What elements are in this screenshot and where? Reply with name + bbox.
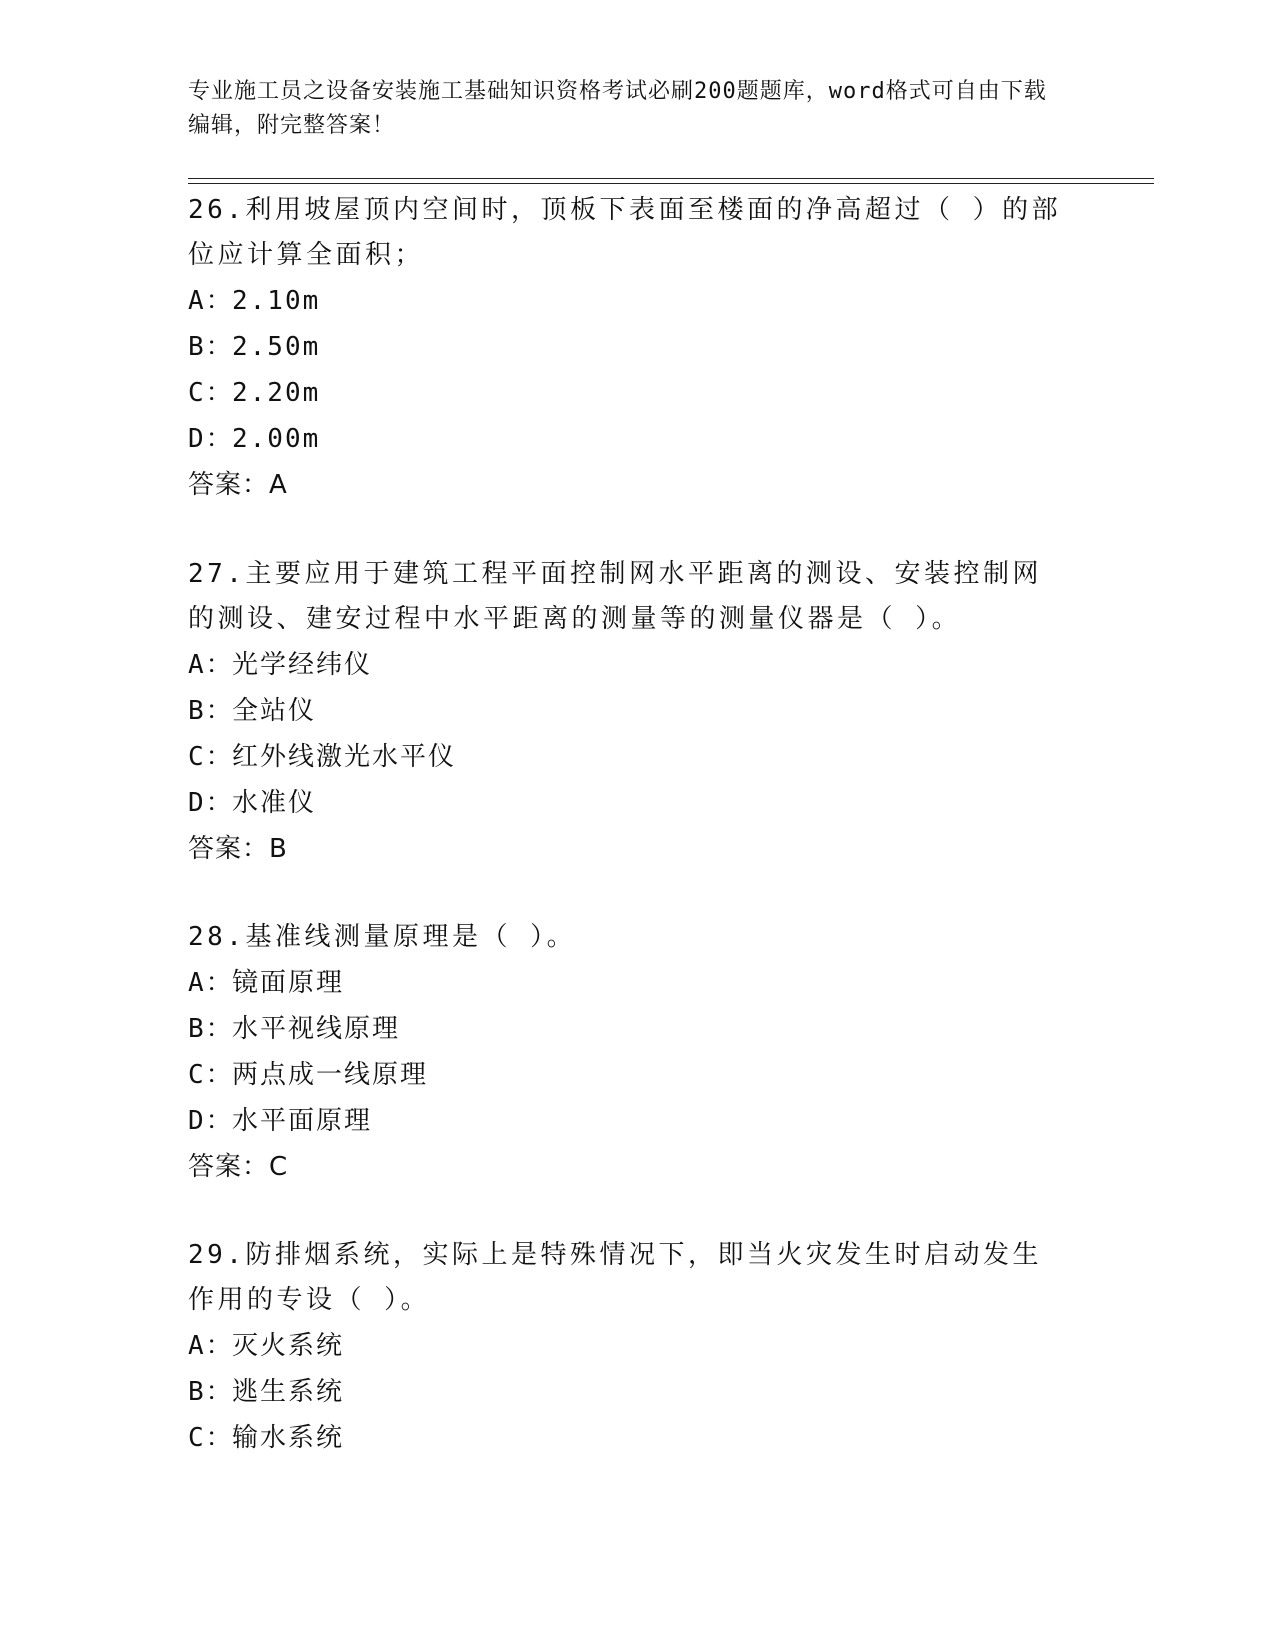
option-letter: A： (188, 650, 234, 680)
option-letter: C： (188, 1423, 234, 1453)
option-text: 2.10m (232, 286, 321, 316)
question-number: 27. (188, 559, 246, 589)
question-body: 基准线测量原理是（ ）。 (245, 922, 577, 952)
option-text: 全站仪 (232, 696, 317, 726)
question-text (188, 188, 1068, 278)
question-body: 利用坡屋顶内空间时，顶板下表面至楼面的净高超过（ ）的部位应计算全面积； (188, 195, 1062, 270)
answer-line: 答案：A (188, 470, 288, 500)
option-text: 镜面原理 (232, 968, 345, 998)
option-d (188, 1098, 1068, 1144)
option-a (188, 642, 1068, 688)
answer-line: 答案：B (188, 834, 288, 864)
question-text (188, 552, 1068, 642)
question-28 (188, 915, 1068, 1190)
question-26 (188, 188, 1068, 508)
option-text: 光学经纬仪 (232, 650, 373, 680)
option-text: 2.20m (232, 378, 321, 408)
option-text: 两点成一线原理 (232, 1060, 429, 1090)
option-a (188, 960, 1068, 1006)
option-letter: B： (188, 1014, 234, 1044)
question-text (188, 1233, 1068, 1323)
question-number: 28. (188, 922, 246, 952)
option-letter: D： (188, 788, 234, 818)
option-a (188, 278, 1068, 324)
option-c (188, 734, 1068, 780)
option-letter: C： (188, 742, 234, 772)
option-a (188, 1323, 1068, 1369)
option-c (188, 370, 1068, 416)
document-header: 专业施工员之设备安装施工基础知识资格考试必刷200题题库，word格式可自由下载编辑，附完整答案！ (188, 79, 1047, 138)
option-c (188, 1415, 1068, 1461)
option-letter: D： (188, 1106, 234, 1136)
question-number: 26. (188, 195, 246, 225)
option-text: 2.50m (232, 332, 321, 362)
question-text (188, 915, 1068, 960)
option-text: 输水系统 (232, 1423, 345, 1453)
option-text: 水平面原理 (232, 1106, 373, 1136)
option-letter: A： (188, 1331, 234, 1361)
option-letter: D： (188, 424, 234, 454)
option-letter: B： (188, 332, 234, 362)
option-text: 水平视线原理 (232, 1014, 401, 1044)
option-text: 逃生系统 (232, 1377, 345, 1407)
option-c (188, 1052, 1068, 1098)
option-b (188, 688, 1068, 734)
option-b (188, 1369, 1068, 1415)
option-letter: C： (188, 1060, 234, 1090)
option-b (188, 1006, 1068, 1052)
option-letter: B： (188, 1377, 234, 1407)
option-b (188, 324, 1068, 370)
header-divider-top (188, 178, 1154, 179)
option-letter: B： (188, 696, 234, 726)
question-body: 防排烟系统，实际上是特殊情况下，即当火灾发生时启动发生作用的专设（ ）。 (188, 1240, 1042, 1315)
option-text: 2.00m (232, 424, 321, 454)
option-d (188, 416, 1068, 462)
header-divider-bottom (188, 183, 1154, 184)
answer-line: 答案：C (188, 1152, 289, 1182)
option-text: 红外线激光水平仪 (232, 742, 457, 772)
option-letter: A： (188, 286, 234, 316)
question-number: 29. (188, 1240, 246, 1270)
question-body: 主要应用于建筑工程平面控制网水平距离的测设、安装控制网的测设、建安过程中水平距离的测量等的测量仪器是（ ）。 (188, 559, 1042, 634)
option-d (188, 780, 1068, 826)
option-text: 水准仪 (232, 788, 317, 818)
question-27 (188, 552, 1068, 872)
option-letter: A： (188, 968, 234, 998)
question-29 (188, 1233, 1068, 1461)
option-text: 灭火系统 (232, 1331, 345, 1361)
option-letter: C： (188, 378, 234, 408)
